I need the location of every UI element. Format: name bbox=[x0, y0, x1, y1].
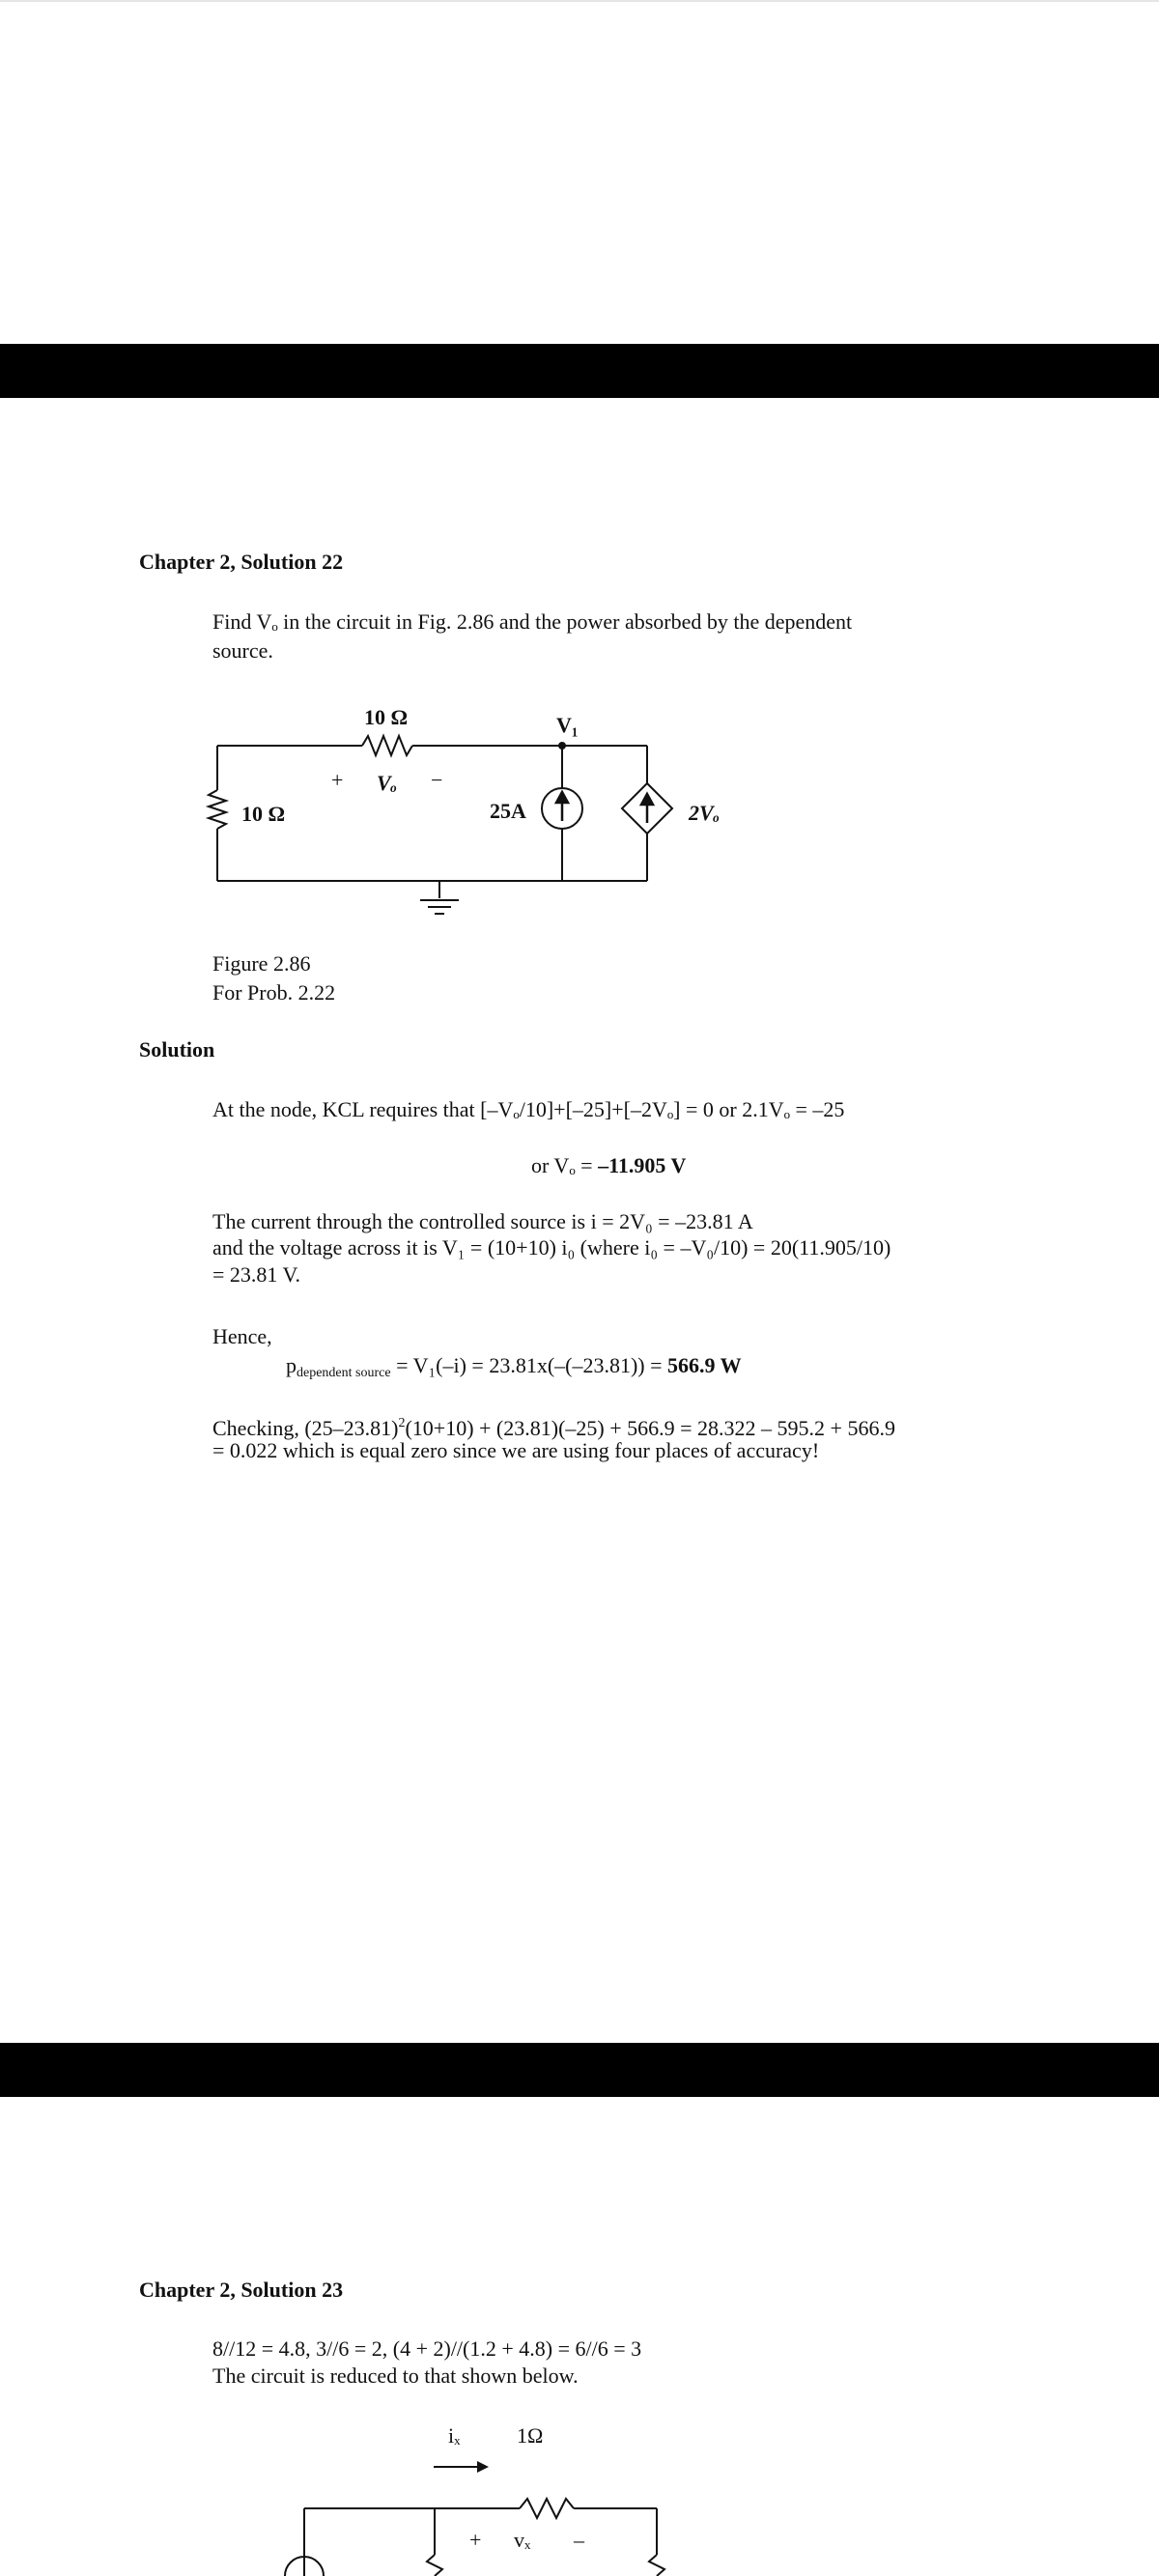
section-heading: Chapter 2, Solution 22 bbox=[139, 550, 344, 574]
reduced-circuit-text: The circuit is reduced to that shown below. bbox=[212, 2364, 579, 2388]
hence-label: Hence, bbox=[212, 1324, 272, 1348]
solution-heading: Solution bbox=[139, 1037, 215, 1062]
power-expression: = V₁(–i) = 23.81x(–(–23.81)) = bbox=[390, 1353, 668, 1377]
ix-label: iₓ bbox=[448, 2423, 461, 2448]
problem-statement-line: Find Vₒ in the circuit in Fig. 2.86 and the power absorbed by the dependent bbox=[212, 609, 853, 634]
dependent-source-label: 2Vₒ bbox=[689, 801, 721, 825]
vo-plus-sign: + bbox=[331, 768, 344, 792]
vx-plus-sign: + bbox=[469, 2528, 482, 2552]
resistor-1-ohm-label: 1Ω bbox=[517, 2423, 544, 2448]
power-subscript: dependent source bbox=[297, 1366, 391, 1380]
problem-statement-line: source. bbox=[212, 638, 273, 663]
result-prefix: or Vₒ = bbox=[531, 1153, 599, 1177]
equivalent-resistance-line: 8//12 = 4.8, 3//6 = 2, (4 + 2)//(1.2 + 4.8) = 6//6 = 3 bbox=[212, 2336, 642, 2361]
voltage-line-continued: = 23.81 V. bbox=[212, 1262, 301, 1287]
voltage-line: and the voltage across it is V₁ = (10+10) i₀ (where i₀ = –V₀/10) = 20(11.905/10) bbox=[212, 1235, 891, 1260]
top-resistor-label: 10 Ω bbox=[364, 705, 409, 729]
section-heading: Chapter 2, Solution 23 bbox=[139, 2278, 344, 2302]
vx-minus-sign: – bbox=[574, 2528, 584, 2552]
current-line: The current through the controlled source is i = 2V₀ = –23.81 A bbox=[212, 1209, 753, 1233]
result-value: –11.905 V bbox=[598, 1153, 687, 1177]
node-v1-label: V₁ bbox=[556, 713, 579, 737]
figure-caption: For Prob. 2.22 bbox=[212, 980, 336, 1005]
kcl-equation: At the node, KCL requires that [–Vₒ/10]+[–25]+[–2Vₒ] = 0 or 2.1Vₒ = –25 bbox=[212, 1097, 845, 1121]
left-resistor-label: 10 Ω bbox=[241, 802, 286, 826]
checking-text: (10+10) + (23.81)(–25) + 566.9 = 28.322 – 595.2 + 566.9 bbox=[405, 1416, 895, 1440]
vo-minus-sign: − bbox=[431, 768, 443, 792]
power-value: 566.9 W bbox=[667, 1353, 742, 1377]
vo-label: Vₒ bbox=[377, 771, 398, 795]
figure-caption: Figure 2.86 bbox=[212, 951, 311, 976]
checking-line-continued: = 0.022 which is equal zero since we are using four places of accuracy! bbox=[212, 1438, 820, 1462]
vx-label: vₓ bbox=[514, 2528, 531, 2552]
power-symbol: p bbox=[286, 1353, 297, 1377]
checking-text: Checking, (25–23.81) bbox=[212, 1416, 399, 1440]
resistor-1-ohm bbox=[520, 2499, 574, 2518]
source-25a-label: 25A bbox=[490, 799, 526, 823]
checking-exponent: 2 bbox=[398, 1416, 406, 1430]
